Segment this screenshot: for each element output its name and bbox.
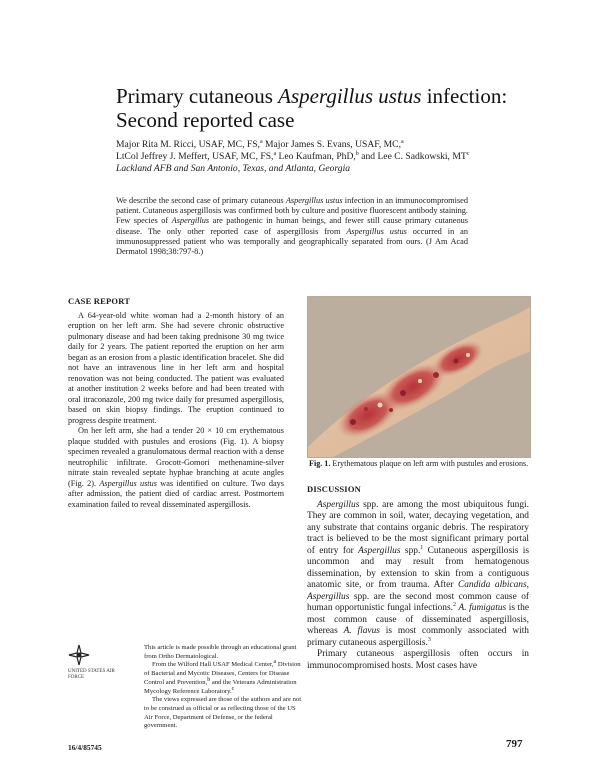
arm-lesion-photo <box>308 297 530 457</box>
case-report-heading: CASE REPORT <box>68 296 131 306</box>
figure-1-caption: Fig. 1. Erythematous plaque on left arm with pustules and erosions. <box>309 459 529 468</box>
footnote-affiliations: From the Wilford Hall USAF Medical Center,$^a$ Division of Bacterial and Mycotic Diseases, Centers for Disease Control and Prevention,$^b$ and the Veterans Administration Mycology Reference Laboratory.$^c$ <box>144 659 301 695</box>
page-number: 797 <box>506 738 523 750</box>
discussion-paragraph-2: Primary cutaneous aspergillosis often occurs in immunocompromised hosts. Most cases have <box>307 649 529 671</box>
air-force-logo: UNITED STATES AIR FORCE <box>68 644 124 682</box>
abstract: We describe the second case of primary cutaneous Aspergillus ustus infection in an immunocompromised patient. Cutaneous aspergillosis was confirmed both by culture and positive fluorescent antibody staining. Few species of Aspergillus are pathogenic in human beings, and fewer still cause primary cutaneous disease. The only other reported case of aspergillosis from Aspergillus ustus occurred in an immunosuppressed patient who was temporally and geographically separated from ours. (J Am Acad Dermatol 1998;38:797-8.) <box>116 196 468 257</box>
case-report-paragraph-2: On her left arm, she had a tender 20 × 10 cm erythematous plaque studded with pustules and erosions (Fig. 1). A biopsy specimen revealed a granulomatous dermal reaction with a dense neutrophilic infiltrate. Grocott-Gomori methenamine-silver nitrate stain revealed septate hyphae branching at acute angles (Fig. 2). Aspergillus ustus was identified on culture. Two days after admission, the patient died of cardiac arrest. Postmortem examination failed to reveal disseminated aspergillosis. <box>68 426 284 509</box>
affiliation: Lackland AFB and San Antonio, Texas, and Atlanta, Georgia <box>116 163 351 174</box>
figure-1-photo <box>307 296 531 458</box>
discussion-section <box>307 484 529 672</box>
case-report-paragraph-1: A 64-year-old white woman had a 2-month history of an eruption on her left arm. She had severe chronic obstructive pulmonary disease and had been taking prednisone 30 mg twice daily for 2 years. The patient reported the eruption on her arm began as an erosion from a plastic identification bracelet. She did not have an intravenous line in her left arm and hospital renovation was not being conducted. The patient was evaluated at another institution 2 weeks before and had been treated with oral itraconazole, 200 mg twice daily for presumed aspergillosis, based on skin biopsy findings. The eruption continued to progress despite treatment. <box>68 310 284 425</box>
discussion-heading: DISCUSSION <box>307 484 361 494</box>
author-list: Major Rita M. Ricci, USAF, MC, FS,$^a$ Major James S. Evans, USAF, MC,$^a$ LtCol Jeffrey J. Meffert, USAF, MC, FS,$^a$ Leo Kaufman, PhD,$^b$ and Lee C. Sadkowski, $MT^c$ Lackland AFB and San Antonio, Texas, and Atlanta, Georgia <box>116 138 470 174</box>
air-force-emblem-icon <box>68 644 90 666</box>
footnote-block <box>68 644 304 731</box>
case-report-section <box>68 296 284 510</box>
document-code: 16/4/85745 <box>68 743 102 752</box>
article-title: Primary cutaneous Aspergillus ustus infection: Second reported case <box>116 84 508 132</box>
footnote-grant: This article is made possible through an educational grant from Ortho Dermatological. <box>144 644 297 660</box>
footnote-disclaimer: The views expressed are those of the authors and are not to be construed as official or as reflecting those of the US Air Force, Department of Defense, or the federal government. <box>144 696 302 730</box>
discussion-paragraph-1: Aspergillus spp. are among the most ubiquitous fungi. They are common in soil, water, decaying vegetation, and any substrate that contains organic debris. The respiratory tract is believed to be the most significant primary portal of entry for Aspergillus spp.$^1$ Cutaneous aspergillosis is uncommon and may result from hematogenous dissemination, by extension to skin from a contiguous anatomic site, or from trauma. After Candida albicans, Aspergillus spp. are the second most common cause of human opportunistic fungal infections.$^2$ A. fumigatus is the most common cause of disseminated aspergillosis, whereas A. flavus is most commonly associated with primary cutaneous aspergillosis.$^3$ <box>307 499 529 648</box>
